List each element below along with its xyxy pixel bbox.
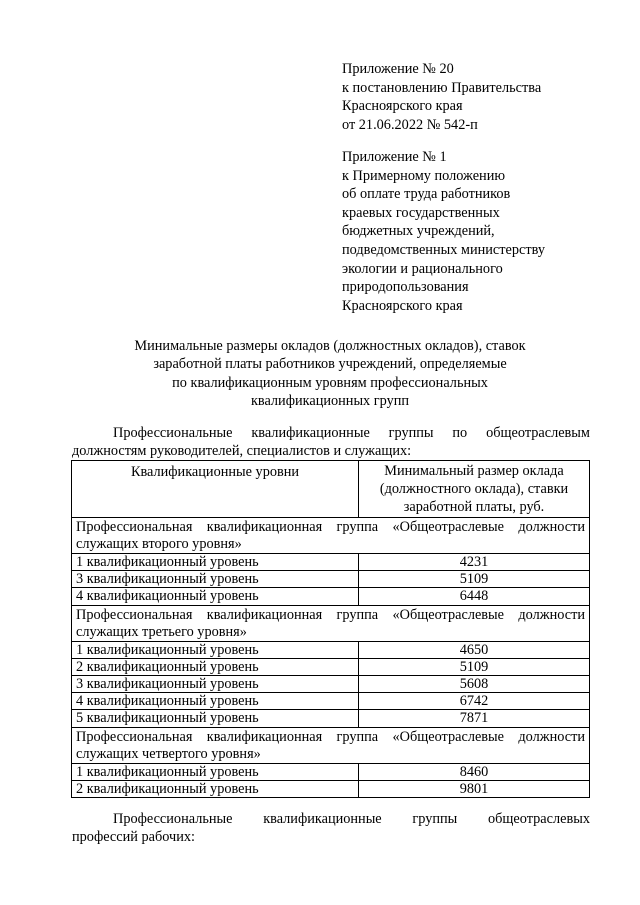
table-row [72,710,590,727]
salary-cell: 4231 [359,554,590,571]
salary-table [71,460,590,798]
appendix-1-line: Красноярского края [342,297,463,314]
level-cell: 2 квалификационный уровень [72,658,359,675]
level-cell: 3 квалификационный уровень [72,571,359,588]
table-row [72,763,590,780]
group-title: Профессиональная квалификационная группа «Общеотраслевые должности служащих четвертого уровня» [72,727,590,763]
salary-cell: 5109 [359,658,590,675]
appendix-20-line: Красноярского края [342,98,463,115]
level-cell: 1 квалификационный уровень [72,554,359,571]
table-row [72,693,590,710]
salary-cell: 9801 [359,780,590,797]
paragraph-line: профессий рабочих: [72,828,195,845]
salary-cell: 4650 [359,641,590,658]
group-row [72,518,590,554]
intro-paragraph-employees [72,425,590,460]
header-qualification-levels: Квалификационные уровни [72,461,359,518]
table-row [72,780,590,797]
appendix-1-block [342,148,545,315]
title-line: квалификационных групп [250,392,410,409]
salary-cell: 8460 [359,763,590,780]
paragraph-word: по [452,425,468,441]
level-cell: 3 квалификационный уровень [72,676,359,693]
group-title: Профессиональная квалификационная группа «Общеотраслевые должности служащих второго уровня» [72,518,590,554]
paragraph-word: общеотраслевым [486,425,590,441]
header-line: Минимальный размер оклада [384,463,564,479]
intro-paragraph-workers [72,811,590,846]
table-row [72,588,590,605]
header-line: (должностного оклада), ставки [379,481,569,497]
group-row [72,727,590,763]
appendix-20-line: к постановлению Правительства [342,79,542,96]
table-row [72,554,590,571]
paragraph-word: группы [388,425,434,441]
group-title: Профессиональная квалификационная группа «Общеотраслевые должности служащих третьего уровня» [72,605,590,641]
appendix-1-line: природопользования [342,279,469,296]
salary-cell: 5608 [359,676,590,693]
level-cell: 4 квалификационный уровень [72,588,359,605]
appendix-20-block [342,60,541,134]
paragraph-word: общеотраслевых [487,811,590,827]
level-cell: 2 квалификационный уровень [72,780,359,797]
table-row [72,641,590,658]
paragraph-line: должностям руководителей, специалистов и служащих: [72,442,412,459]
appendix-20-line: Приложение № 20 [342,61,454,77]
document-title [60,337,600,410]
salary-cell: 6742 [359,693,590,710]
title-line: по квалификационным уровням профессиональных [172,374,488,391]
level-cell: 1 квалификационный уровень [72,641,359,658]
header-line: заработной платы, руб. [403,499,545,515]
appendix-20-line: от 21.06.2022 № 542-п [342,116,478,133]
salary-cell: 5109 [359,571,590,588]
level-cell: 5 квалификационный уровень [72,710,359,727]
title-line: Минимальные размеры окладов (должностных окладов), ставок [134,338,526,354]
paragraph-line [72,811,590,829]
appendix-1-line: краевых государственных [342,204,500,221]
paragraph-word: квалификационные [251,425,370,441]
appendix-1-line: к Примерному положению [342,167,506,184]
level-cell: 1 квалификационный уровень [72,763,359,780]
group-row [72,605,590,641]
paragraph-word: группы [412,811,458,827]
header-minimum-salary [359,461,590,518]
salary-cell: 7871 [359,710,590,727]
level-cell: 4 квалификационный уровень [72,693,359,710]
table-row [72,658,590,675]
appendix-1-line: экологии и рационального [342,260,503,277]
table-row [72,676,590,693]
paragraph-word: Профессиональные [113,425,233,441]
appendix-1-line: подведомственных министерству [342,241,546,258]
appendix-1-line: Приложение № 1 [342,149,447,165]
paragraph-word: Профессиональные [113,811,233,827]
appendix-1-line: бюджетных учреждений, [342,223,495,240]
appendix-1-line: об оплате труда работников [342,186,511,203]
table-row [72,571,590,588]
title-line: заработной платы работников учреждений, определяемые [153,356,507,373]
paragraph-line [72,425,590,443]
paragraph-word: квалификационные [263,811,382,827]
table-header-row [72,461,590,518]
salary-cell: 6448 [359,588,590,605]
